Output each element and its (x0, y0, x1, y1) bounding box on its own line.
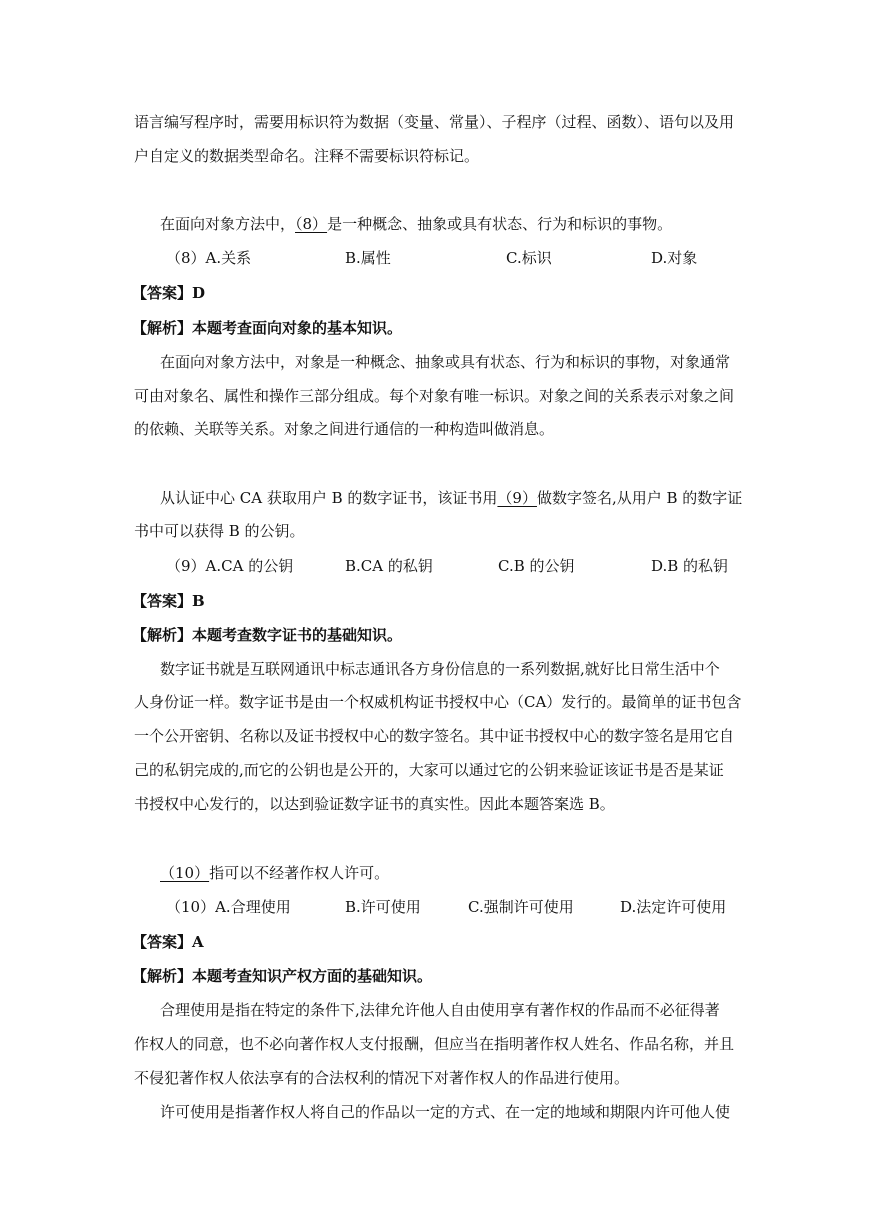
q10-option-b: B.许可使用 (345, 898, 421, 916)
q10-answer-label: 【答案】 (132, 933, 193, 951)
q8-option-c: C.标识 (506, 249, 552, 267)
q8-analysis-label: 【解析】 (132, 319, 193, 337)
q8-analysis-heading (132, 318, 402, 338)
q8-analysis-line-1: 在面向对象方法中，对象是一种概念、抽象或具有状态、行为和标识的事物，对象通常 (160, 353, 731, 371)
q9-answer (132, 591, 205, 611)
q10-answer (132, 932, 204, 952)
q8-answer-value: D (192, 284, 206, 302)
q10-analysis-line-2: 作权人的同意，也不必向著作权人支付报酬，但应当在指明著作权人姓名、作品名称，并且 (134, 1035, 735, 1053)
intro-line-2: 户自定义的数据类型命名。注释不需要标识符标记。 (134, 147, 480, 165)
q8-stem-before: 在面向对象方法中， (160, 215, 296, 233)
q8-analysis-line-3: 的依赖、关联等关系。对象之间进行通信的一种构造叫做消息。 (134, 420, 555, 438)
q8-answer (132, 283, 205, 303)
q10-stem (160, 863, 389, 883)
q10-stem-after: 指可以不经著作权人许可。 (209, 864, 390, 882)
q8-analysis-line-2: 可由对象名、属性和操作三部分组成。每个对象有唯一标识。对象之间的关系表示对象之间 (134, 387, 735, 405)
q8-blank: （8） (295, 215, 328, 233)
q9-analysis-heading (132, 625, 402, 645)
q10-option-a: （10）A.合理使用 (166, 898, 291, 916)
q10-analysis-heading (132, 966, 432, 986)
intro-line-1: 语言编写程序时，需要用标识符为数据（变量、常量）、子程序（过程、函数）、语句以及用 (134, 113, 735, 131)
q9-analysis-line-4: 己的私钥完成的,而它的公钥也是公开的，大家可以通过它的公钥来验证该证书是否是某证 (134, 761, 724, 779)
q9-analysis-line-5: 书授权中心发行的，以达到验证数字证书的真实性。因此本题答案选 B。 (134, 795, 615, 813)
q9-analysis-title: 本题考查数字证书的基础知识。 (192, 626, 403, 644)
q9-option-d: D.B 的私钥 (651, 557, 729, 575)
q8-option-a: （8）A.关系 (166, 249, 252, 267)
q9-answer-label: 【答案】 (132, 592, 193, 610)
q10-extra-line: 许可使用是指著作权人将自己的作品以一定的方式、在一定的地域和期限内许可他人使 (160, 1103, 731, 1121)
q8-stem-after: 是一种概念、抽象或具有状态、行为和标识的事物。 (327, 215, 673, 233)
q10-option-d: D.法定许可使用 (620, 898, 727, 916)
q8-answer-label: 【答案】 (132, 284, 193, 302)
q10-analysis-line-3: 不侵犯著作权人依法享有的合法权利的情况下对著作权人的作品进行使用。 (134, 1069, 630, 1087)
q9-analysis-line-1: 数字证书就是互联网通讯中标志通讯各方身份信息的一系列数据,就好比日常生活中个 (160, 660, 720, 678)
q9-analysis-line-3: 一个公开密钥、名称以及证书授权中心的数字签名。其中证书授权中心的数字签名是用它自 (134, 727, 735, 745)
q9-analysis-label: 【解析】 (132, 626, 193, 644)
q9-option-b: B.CA 的私钥 (345, 557, 433, 575)
q9-option-c: C.B 的公钥 (498, 557, 575, 575)
q9-stem-before: 从认证中心 CA 获取用户 B 的数字证书，该证书用 (160, 489, 498, 507)
q8-stem (160, 214, 672, 234)
q9-option-a: （9）A.CA 的公钥 (166, 557, 294, 575)
q8-option-d: D.对象 (651, 249, 698, 267)
q10-blank: （10） (160, 864, 210, 882)
q9-stem (160, 488, 742, 508)
q8-option-b: B.属性 (345, 249, 391, 267)
q10-answer-value: A (192, 933, 204, 951)
q9-stem-after: 做数字签名,从用户 B 的数字证 (536, 489, 743, 507)
q10-analysis-label: 【解析】 (132, 967, 193, 985)
q9-blank: （9） (497, 489, 537, 507)
q9-analysis-line-2: 人身份证一样。数字证书是由一个权威机构证书授权中心（CA）发行的。最简单的证书包含 (134, 693, 742, 711)
q8-analysis-title: 本题考查面向对象的基本知识。 (192, 319, 403, 337)
q9-answer-value: B (192, 592, 205, 610)
q10-analysis-line-1: 合理使用是指在特定的条件下,法律允许他人自由使用享有著作权的作品而不必征得著 (160, 1001, 720, 1019)
q10-analysis-title: 本题考查知识产权方面的基础知识。 (192, 967, 433, 985)
q10-option-c: C.强制许可使用 (468, 898, 574, 916)
q9-stem-line-2: 书中可以获得 B 的公钥。 (134, 522, 305, 540)
